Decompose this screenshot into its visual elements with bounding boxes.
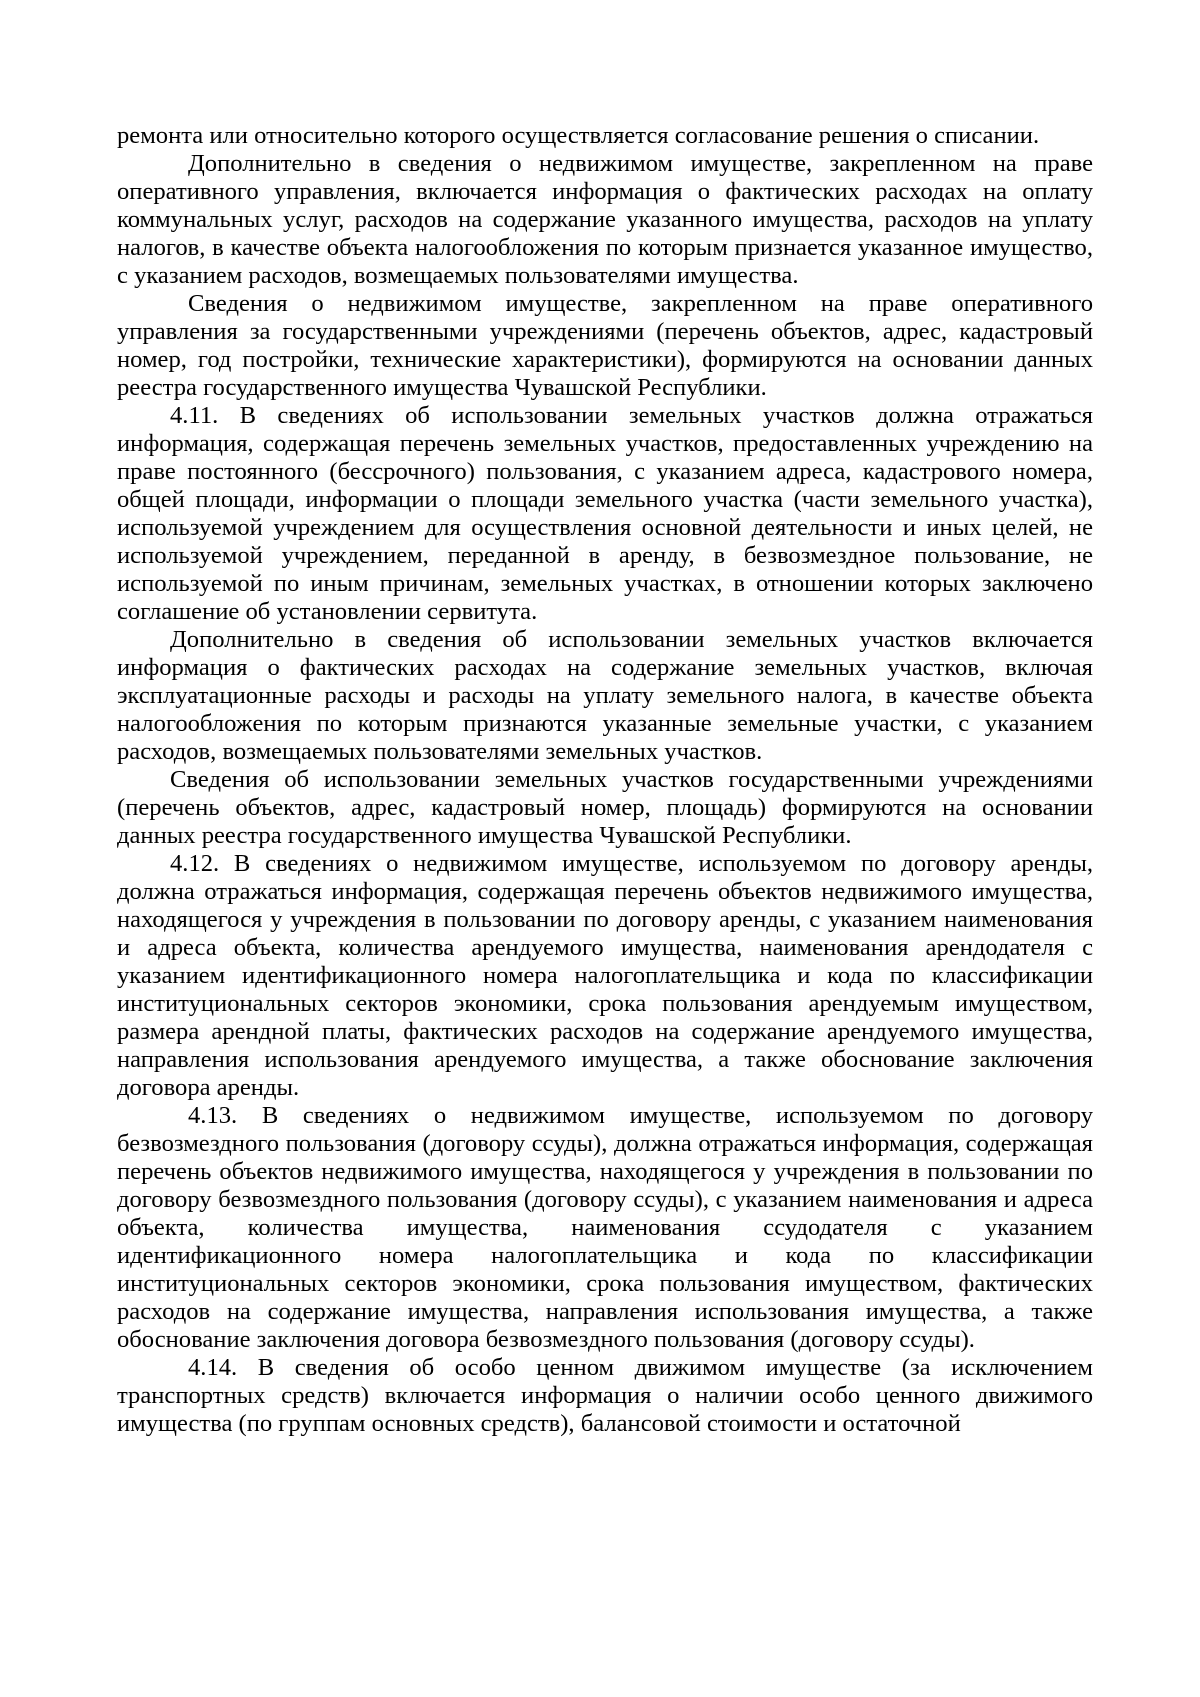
paragraph-land-expenses: Дополнительно в сведения об использовании земельных участков включается информация о фактических расходах на содержание земельных участков, включая эксплуатационные расходы и расходы на уплату земельного налога, в качестве объекта налогообложения по которым признаются указанные земельные участки, с указанием расходов, возмещаемых пользователями земельных участков. (117, 626, 1093, 765)
paragraph-repair-continuation: ремонта или относительно которого осуществляется согласование решения о списании. (117, 122, 1040, 149)
paragraph-operational-management-expenses: Дополнительно в сведения о недвижимом имуществе, закрепленном на праве оперативного управления, включается информация о фактических расходах на оплату коммунальных услуг, расходов на содержание указанного имущества, расходов на уплату налогов, в качестве объекта налогообложения по которым признается указанное имущество, с указанием расходов, возмещаемых пользователями имущества. (117, 150, 1093, 289)
paragraph-4-14: 4.14. В сведения об особо ценном движимом имуществе (за исключением транспортных средств) включается информация о наличии особо ценного движимого имущества (по группам основных средств), балансовой стоимости и остаточной (117, 1354, 1093, 1437)
paragraph-operational-management-registry: Сведения о недвижимом имуществе, закрепленном на праве оперативного управления за государственными учреждениями (перечень объектов, адрес, кадастровый номер, год постройки, технические характеристики), формируются на основании данных реестра государственного имущества Чувашской Республики. (117, 290, 1093, 401)
paragraph-4-12: 4.12. В сведениях о недвижимом имуществе, используемом по договору аренды, должна отражаться информация, содержащая перечень объектов недвижимого имущества, находящегося у учреждения в пользовании по договору аренды, с указанием наименования и адреса объекта, количества арендуемого имущества, наименования арендодателя с указанием идентификационного номера налогоплательщика и кода по классификации институциональных секторов экономики, срока пользования арендуемым имуществом, размера арендной платы, фактических расходов на содержание арендуемого имущества, направления использования арендуемого имущества, а также обоснование заключения договора аренды. (117, 850, 1093, 1101)
paragraph-land-registry: Сведения об использовании земельных участков государственными учреждениями (перечень объектов, адрес, кадастровый номер, площадь) формируются на основании данных реестра государственного имущества Чувашской Республики. (117, 766, 1093, 849)
paragraph-4-13: 4.13. В сведениях о недвижимом имуществе, используемом по договору безвозмездного пользования (договору ссуды), должна отражаться информация, содержащая перечень объектов недвижимого имущества, находящегося у учреждения в пользовании по договору безвозмездного пользования (договору ссуды), с указанием наименования и адреса объекта, количества имущества, наименования ссудодателя с указанием идентификационного номера налогоплательщика и кода по классификации институциональных секторов экономики, срока пользования имуществом, фактических расходов на содержание имущества, направления использования имущества, а также обоснование заключения договора безвозмездного пользования (договору ссуды). (117, 1102, 1093, 1353)
document-page (117, 122, 1093, 1438)
paragraph-4-11: 4.11. В сведениях об использовании земельных участков должна отражаться информация, содержащая перечень земельных участков, предоставленных учреждению на праве постоянного (бессрочного) пользования, с указанием адреса, кадастрового номера, общей площади, информации о площади земельного участка (части земельного участка), используемой учреждением для осуществления основной деятельности и иных целей, не используемой учреждением, переданной в аренду, в безвозмездное пользование, не используемой по иным причинам, земельных участках, в отношении которых заключено соглашение об установлении сервитута. (117, 402, 1093, 625)
